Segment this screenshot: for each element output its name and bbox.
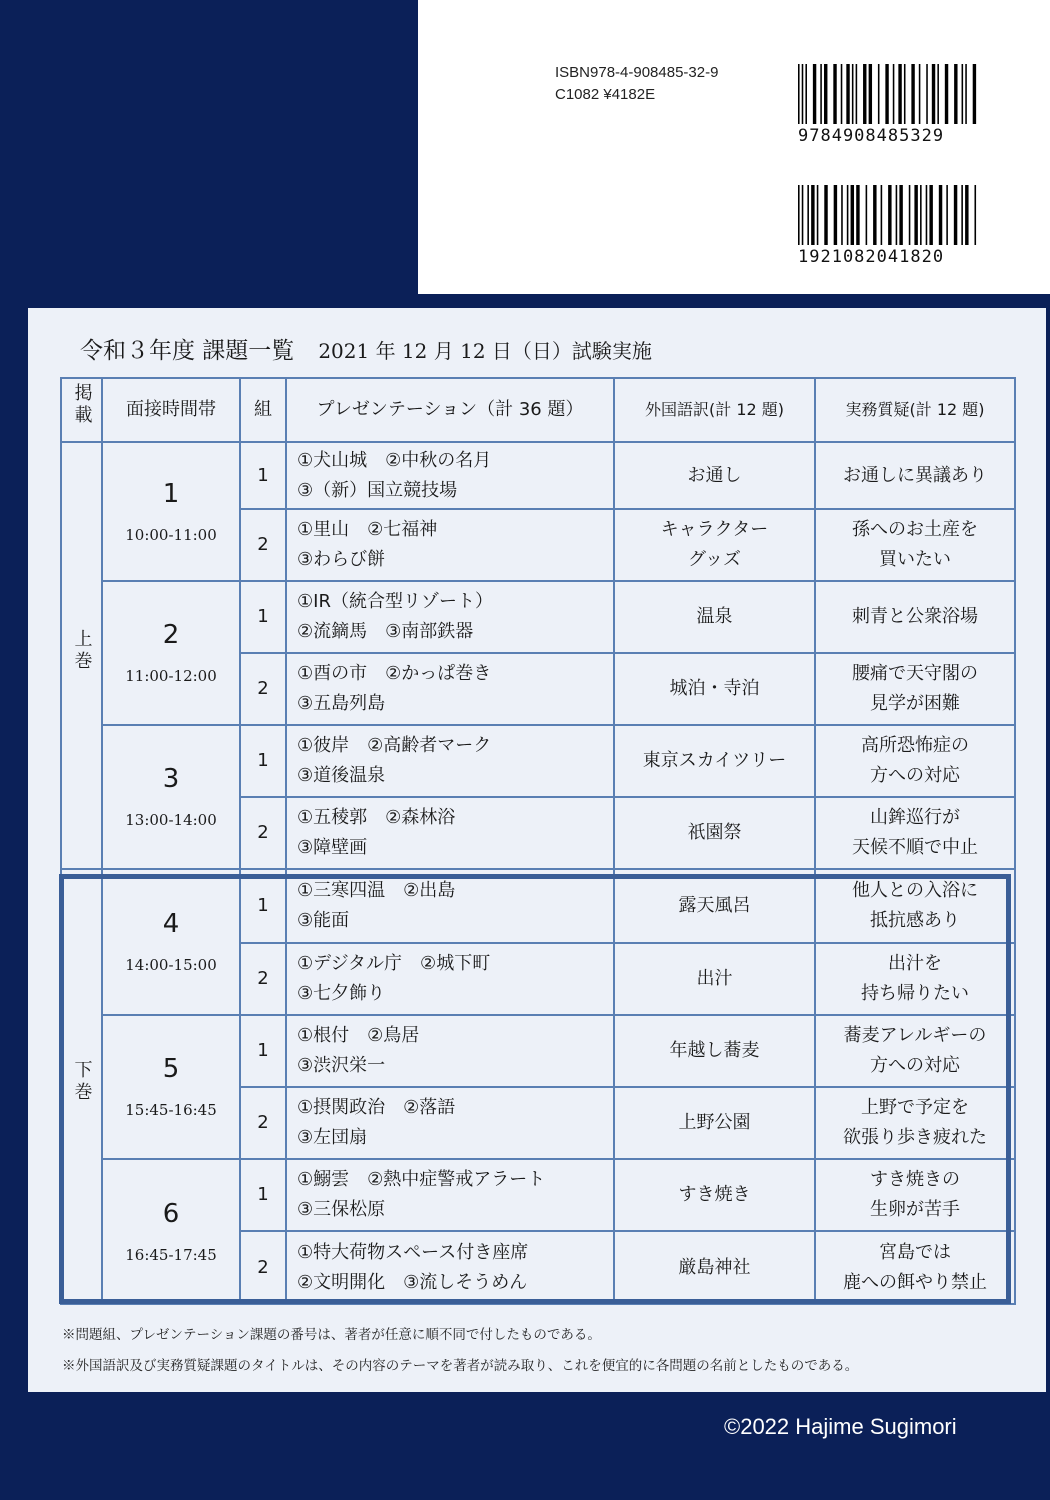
group-number: 1 [240,725,286,797]
barcode-bar [856,64,858,124]
barcode-bar [811,185,814,245]
barcode-bar [954,64,957,124]
time-slot-cell [102,581,240,725]
slot-number: 3 [162,764,180,794]
practice-question-topic [815,509,1015,581]
foreign-translation-topic: キャラクター グッズ [614,509,815,581]
practice-line-2: 方への対応 [870,765,960,786]
isbn-number: ISBN978-4-908485-32-9 [555,64,719,81]
barcode-bar [896,185,898,245]
barcode-bar [841,64,843,124]
isbn-panel [418,0,1050,294]
slot-number: 1 [162,478,180,509]
practice-line-1: すき焼きの [870,1169,960,1190]
table-row [61,1015,1015,1087]
practice-question-topic [815,725,1015,797]
presentation-line-1: ①デジタル庁 ②城下町 [297,953,491,974]
slot-time: 15:45-16:45 [125,1101,217,1119]
presentation-line-1: ①鰯雲 ②熱中症警戒アラート [297,1169,546,1190]
practice-question-topic [815,943,1015,1015]
table-row [61,442,1015,509]
barcode-isbn [798,64,982,146]
group-number: 1 [240,1015,286,1087]
barcode-bar [846,64,849,124]
footnote-1: ※問題組、プレゼンテーション課題の番号は、著者が任意に順不同で付したものである。 [62,1327,601,1343]
presentation-line-2: ②文明開化 ③流しそうめん [297,1271,528,1293]
time-slot-cell [102,725,240,869]
practice-question-topic [815,1231,1015,1304]
presentation-line-1: ①根付 ②鳥居 [297,1025,420,1046]
practice-line-2: 欲張り歩き疲れた [843,1127,987,1148]
presentation-line-2: ③五島列島 [297,693,386,714]
presentation-topics [286,653,614,725]
barcode-bar [904,64,906,124]
group-number: 1 [240,1159,286,1231]
barcode-bar [973,64,976,124]
practice-line-1: 蕎麦アレルギーの [843,1025,987,1046]
presentation-line-2: ③三保松原 [297,1199,386,1220]
barcode-bar [932,64,935,124]
volume-lower: 下巻 [61,869,102,1304]
practice-question-topic [815,869,1015,943]
table-header-row [61,378,1015,442]
barcode-bar [824,64,827,124]
slot-number: 5 [162,1054,180,1084]
barcode-bar [873,185,876,245]
practice-line-2: 買いたい [879,549,951,570]
table-row [61,1159,1015,1231]
presentation-topics [286,943,614,1015]
presentation-topics [286,581,614,653]
barcode-bar [885,64,888,124]
barcode-bar [866,185,868,245]
practice-line-1: お通しに異議あり [843,464,987,486]
practice-question-topic [815,1087,1015,1159]
presentation-line-2: ③（新）国立競技場 [297,479,458,501]
presentation-line-1: ①三寒四温 ②出島 [297,880,456,901]
practice-line-1: 高所恐怖症の [861,735,969,756]
practice-line-2: 方への対応 [870,1055,960,1076]
page-title [80,332,652,365]
practice-question-topic [815,1015,1015,1087]
barcode-bar [798,64,800,124]
practice-question-topic [815,1159,1015,1231]
classification-code: C1082 ¥4182E [555,86,656,103]
foreign-translation-topic: 上野公園 [614,1087,815,1159]
foreign-translation-topic: 東京スカイツリー [614,725,815,797]
presentation-topics [286,1087,614,1159]
copyright: ©2022 Hajime Sugimori [724,1414,957,1439]
foreign-translation-topic: すき焼き [614,1159,815,1231]
table-body [61,442,1015,1304]
volume-upper: 上巻 [61,442,102,869]
practice-line-1: 刺青と公衆浴場 [852,606,978,627]
barcode-bar [802,64,804,124]
barcode-bar [962,64,964,124]
barcode-bar [863,64,866,124]
slot-number: 4 [162,909,180,939]
slot-time: 11:00-12:00 [125,667,217,685]
foreign-translation-topic: 祇園祭 [614,797,815,869]
practice-line-1: 上野で予定を [861,1097,969,1118]
barcode-bar [817,185,819,245]
footnotes [62,1320,858,1382]
group-number: 1 [240,442,286,509]
group-number: 2 [240,509,286,581]
barcode-bar [847,185,849,245]
time-slot-cell [102,869,240,1015]
barcode-bar [919,64,921,124]
barcode-bar [945,64,948,124]
practice-question-topic [815,581,1015,653]
practice-line-2: 持ち帰りたい [861,983,969,1004]
barcode-bar [834,185,837,245]
presentation-line-2: ③道後温泉 [297,765,386,786]
presentation-line-1: ①特大荷物スペース付き座席 [297,1241,529,1263]
barcode-bar [802,185,804,245]
barcode-bar [841,185,843,245]
barcode-bar [805,64,807,124]
practice-line-2: 鹿への餌やり禁止 [843,1271,987,1293]
barcode-bar [937,64,939,124]
time-slot-cell [102,1015,240,1159]
practice-question-topic [815,797,1015,869]
foreign-translation-topic: 厳島神社 [614,1231,815,1304]
header-time: 面接時間帯 [102,378,240,442]
barcode-bar [807,185,809,245]
header-presentation: プレゼンテーション（計 36 題） [286,378,614,442]
slot-number: 6 [162,1198,180,1229]
barcode-bar [961,185,963,245]
presentation-topics [286,725,614,797]
presentation-topics [286,1015,614,1087]
barcode-bar [798,185,800,245]
presentation-line-1: ①彼岸 ②高齢者マーク [297,735,492,756]
barcode-bar [888,185,891,245]
barcode-price [798,185,982,267]
barcode-bar [939,185,942,245]
table-row [61,869,1015,943]
barcode-bar [813,64,816,124]
group-number: 2 [240,797,286,869]
header-foreign: 外国語訳(計 12 題) [614,378,815,442]
barcode-bar [974,185,976,245]
presentation-line-2: ③能面 [297,910,350,931]
group-number: 1 [240,869,286,943]
barcode-bar [878,64,880,124]
barcode-bar [833,64,836,124]
barcode-bar [852,64,854,124]
barcode-bar [914,185,917,245]
barcode-bar [909,185,911,245]
presentation-line-1: ①犬山城 ②中秋の名月 [297,449,492,471]
exam-date: 2021 年 12 月 12 日（日）試験実施 [318,339,652,363]
barcode-isbn-digits: 9784908485329 [798,126,945,146]
slot-time: 13:00-14:00 [125,811,217,829]
presentation-topics [286,869,614,943]
presentation-topics [286,1159,614,1231]
table-row [61,581,1015,653]
barcode-bar [820,64,822,124]
time-slot-cell [102,442,240,581]
presentation-line-1: ①里山 ②七福神 [297,519,438,540]
group-number: 2 [240,943,286,1015]
header-practice: 実務質疑(計 12 題) [815,378,1015,442]
presentation-line-1: ①酉の市 ②かっぱ巻き [297,663,492,684]
practice-line-1: 宮島では [879,1241,951,1263]
barcode-bar [851,185,854,245]
foreign-translation-topic: 温泉 [614,581,815,653]
practice-question-topic [815,442,1015,509]
practice-line-1: 出汁を [888,953,942,974]
foreign-translation-topic: 年越し蕎麦 [614,1015,815,1087]
foreign-translation-topic: 城泊・寺泊 [614,653,815,725]
barcode-bar [869,64,872,124]
group-number: 1 [240,581,286,653]
barcode-price-bars [798,185,982,245]
practice-line-2: 見学が困難 [870,693,960,714]
slot-time: 10:00-11:00 [125,525,217,544]
presentation-line-2: ③わらび餅 [297,549,386,570]
task-list-panel [28,308,1046,1392]
practice-line-1: 山鉾巡行が [870,807,960,828]
footnote-2: ※外国語訳及び実務質疑課題のタイトルは、その内容のテーマを著者が読み取り、これを便宜的に各問題の名前としたものである。 [62,1358,859,1374]
practice-line-2: 天候不順で中止 [852,837,978,858]
barcode-bar [898,64,901,124]
barcode-bar [893,64,895,124]
practice-line-2: 生卵が苦手 [870,1199,960,1220]
presentation-line-2: ③七夕飾り [297,983,386,1004]
presentation-topics [286,1231,614,1304]
presentation-topics [286,442,614,509]
barcode-bar [911,64,914,124]
barcode-bar [881,185,883,245]
barcode-bar [856,185,859,245]
barcode-bar [965,64,967,124]
presentation-topics [286,509,614,581]
presentation-line-2: ②流鏑馬 ③南部鉄器 [297,621,474,642]
practice-question-topic [815,653,1015,725]
foreign-translation-topic: お通し [614,442,815,509]
barcode-bar [920,185,922,245]
header-group: 組 [240,378,286,442]
presentation-line-1: ①摂関政治 ②落語 [297,1097,456,1118]
barcode-bar [899,185,902,245]
table-row [61,725,1015,797]
foreign-translation-topic: 出汁 [614,943,815,1015]
barcode-bar [824,185,827,245]
presentation-line-2: ③渋沢栄一 [297,1055,386,1076]
barcode-bar [926,185,928,245]
barcode-bar [965,185,968,245]
group-number: 2 [240,1087,286,1159]
group-number: 2 [240,653,286,725]
barcode-price-digits: 1921082041820 [798,247,945,267]
presentation-topics [286,797,614,869]
header-volume: 掲載 [61,378,102,442]
title-text: 令和３年度 課題一覧 [80,338,295,364]
barcode-bar [926,64,928,124]
barcode-isbn-bars [798,64,982,124]
slot-number: 2 [162,620,180,650]
slot-time: 16:45-17:45 [125,1245,217,1264]
practice-line-1: 腰痛で天守閣の [852,663,978,684]
barcode-bar [929,185,932,245]
barcode-bar [954,185,957,245]
practice-line-1: 他人との入浴に [852,880,978,901]
foreign-translation-topic: 露天風呂 [614,869,815,943]
slot-time: 14:00-15:00 [125,956,217,974]
practice-line-2: 抵抗感あり [870,910,960,931]
task-table [60,377,1016,1305]
practice-line-1: 孫へのお土産を [852,519,978,540]
barcode-bar [946,185,948,245]
presentation-line-2: ③左団扇 [297,1127,368,1148]
presentation-line-2: ③障壁画 [297,837,368,858]
presentation-line-1: ①五稜郭 ②森林浴 [297,807,456,828]
time-slot-cell [102,1159,240,1304]
presentation-line-1: ①IR（統合型リゾート） [297,591,493,612]
group-number: 2 [240,1231,286,1304]
isbn-text [555,62,718,106]
